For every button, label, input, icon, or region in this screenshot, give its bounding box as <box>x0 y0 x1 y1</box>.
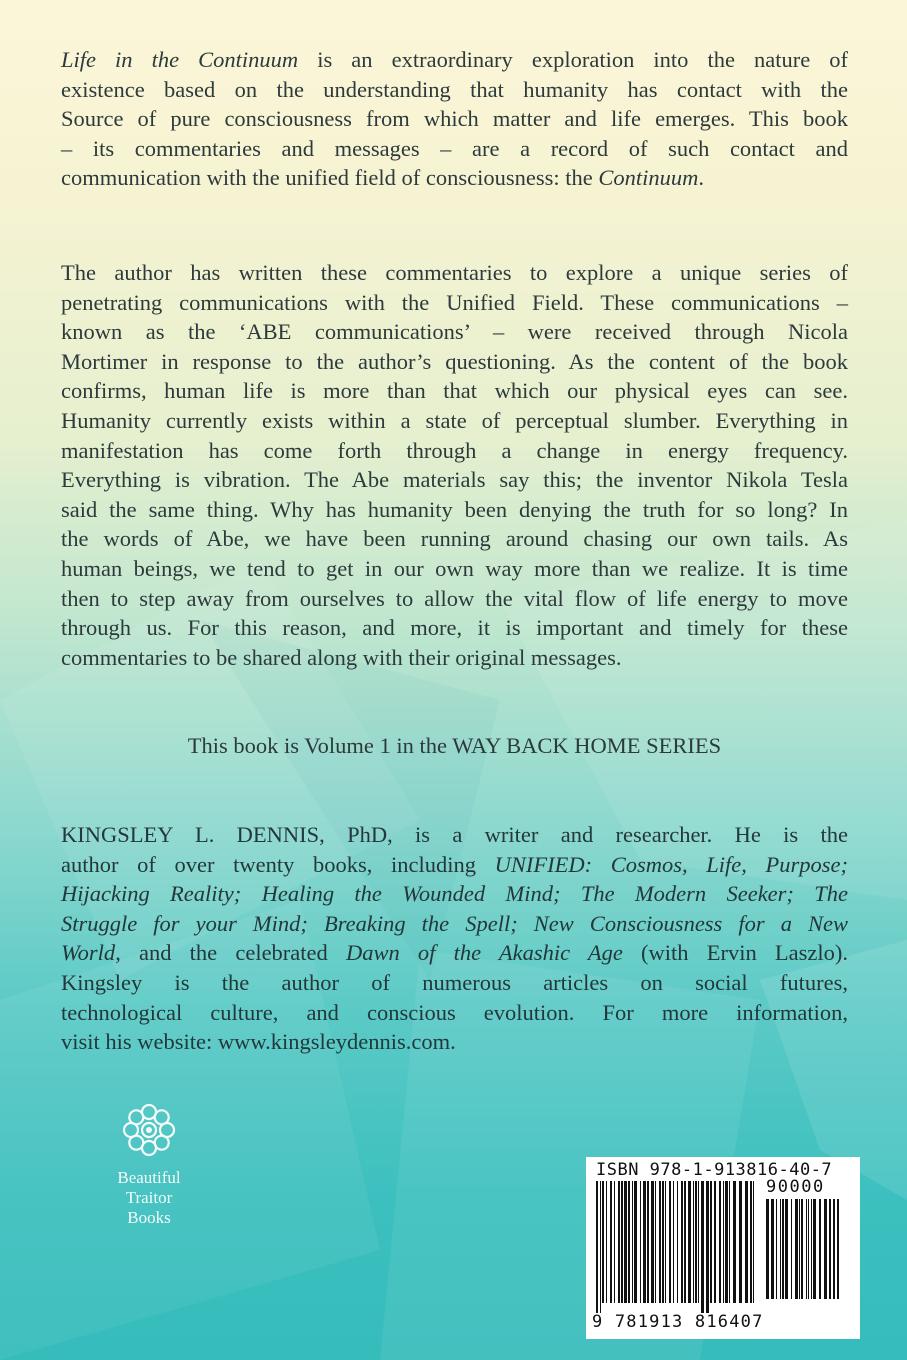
barcode-bar <box>695 1181 697 1303</box>
description-line: Humanity currently exists within a state of perceptual slumber. Everything in <box>61 407 848 433</box>
bio-line-7: technological culture, and conscious evolution. For more information, <box>61 999 848 1025</box>
barcode-bar <box>659 1181 661 1303</box>
barcode-bar <box>819 1199 821 1299</box>
description-line: penetrating communications with the Unified Field. These communications – <box>61 289 848 315</box>
barcode-bar <box>665 1181 666 1303</box>
description-line: manifestation has come forth through a change in energy frequency. <box>61 437 848 463</box>
barcode-bar <box>600 1181 601 1313</box>
description-line: confirms, human life is more than that which our physical eyes can see. <box>61 378 848 404</box>
barcode-bar <box>651 1181 654 1303</box>
bio-books-5: Dawn of the Akashic Age <box>345 940 623 966</box>
isbn-barcode <box>586 1157 860 1339</box>
series-note: This book is Volume 1 in the WAY BACK HOME SERIES <box>187 733 722 758</box>
barcode-bar <box>655 1181 656 1303</box>
barcode-bar <box>596 1181 598 1313</box>
description-line: Mortimer in response to the author’s questioning. As the content of the book <box>61 348 848 374</box>
barcode-bar <box>811 1199 812 1299</box>
bio-books-2: Hijacking Reality; Healing the Wounded Mind; The Modern Seeker; The <box>61 881 848 907</box>
barcode-bar <box>602 1181 604 1303</box>
intro-line-5: communication with the unified field of consciousness: the <box>61 165 599 191</box>
barcode-bar <box>808 1199 809 1299</box>
barcode-bar <box>766 1199 769 1299</box>
barcode-bar <box>719 1181 721 1303</box>
barcode-bar <box>669 1181 671 1303</box>
author-bio <box>61 820 848 1057</box>
intro-paragraph <box>61 45 848 193</box>
barcode-bar <box>693 1181 694 1303</box>
description-line: known as the ‘ABE communications’ – were received through Nicola <box>61 319 848 345</box>
barcode-bar <box>739 1181 742 1303</box>
barcode-bar <box>701 1181 704 1313</box>
barcode-bar <box>750 1181 752 1303</box>
description-line: commentaries to be shared along with their original messages. <box>61 644 622 670</box>
barcode-bar <box>681 1181 683 1303</box>
bio-line-5: , and the celebrated <box>115 940 346 966</box>
barcode-bar <box>753 1181 754 1303</box>
bio-line-2: author of over twenty books, including <box>61 851 495 877</box>
description-line: the words of Abe, we have been running around chasing our own tails. As <box>61 526 848 552</box>
barcode-bar <box>662 1181 664 1303</box>
barcode-bar <box>776 1199 777 1299</box>
addon-digits: 90000 <box>766 1177 825 1197</box>
ean-bars <box>596 1181 756 1313</box>
barcode-bar <box>647 1181 649 1303</box>
barcode-bar <box>624 1181 627 1303</box>
publisher-logo <box>100 1100 198 1228</box>
barcode-bar <box>673 1181 674 1303</box>
barcode-bar <box>684 1181 686 1303</box>
description-line: Everything is vibration. The Abe materials say this; the inventor Nikola Tesla <box>61 467 848 493</box>
barcode-bar <box>688 1181 691 1303</box>
barcode-bar <box>706 1181 709 1313</box>
barcode-bar <box>643 1181 646 1303</box>
barcode-bar <box>634 1181 637 1303</box>
barcode-bar <box>640 1181 641 1303</box>
barcode-bar <box>833 1199 835 1299</box>
description-line: human beings, we tend to get in our own way more than we realize. It is time <box>61 555 848 581</box>
bio-books-4: World <box>61 940 116 966</box>
ean-digits: 9 781913 816407 <box>592 1312 764 1332</box>
description-line: then to step away from ourselves to allow the vital flow of life energy to move <box>61 585 848 611</box>
bio-line-1: KINGSLEY L. DENNIS, PhD, is a writer and researcher. He is the <box>61 822 848 847</box>
barcode-bar <box>733 1181 736 1303</box>
barcode-bar <box>632 1181 633 1303</box>
bio-line-8: visit his website: www.kingsleydennis.com. <box>61 1029 456 1055</box>
barcode-bar <box>628 1181 630 1303</box>
description-line: through us. For this reason, and more, it is important and timely for these <box>61 615 848 641</box>
barcode-bar <box>677 1181 678 1303</box>
bio-books-1: UNIFIED: Cosmos, Life, Purpose; <box>494 851 849 877</box>
intro-line-1: is an extraordinary exploration into the nature of <box>298 47 849 72</box>
mandala-icon <box>119 1100 179 1160</box>
barcode-bar <box>785 1199 788 1299</box>
barcode-bar <box>813 1199 816 1299</box>
bio-line-6: Kingsley is the author of numerous articles on social futures, <box>61 969 848 995</box>
publisher-name-1: Beautiful <box>117 1168 181 1187</box>
description-line: said the same thing. Why has humanity been denying the truth for so long? In <box>61 496 848 522</box>
barcode-bar <box>745 1181 748 1303</box>
barcode-bar <box>771 1199 774 1299</box>
barcode-bar <box>837 1199 839 1299</box>
barcode-bar <box>729 1181 730 1303</box>
bio-books-3: Struggle for your Mind; Breaking the Spell; New Consciousness for a New <box>61 910 848 936</box>
description-paragraph <box>61 258 848 672</box>
barcode-bar <box>782 1199 784 1299</box>
isbn-label: ISBN 978-1-913816-40-7 <box>596 1160 833 1180</box>
barcode-bar <box>725 1181 728 1303</box>
intro-line-2: existence based on the understanding that humanity has contact with the <box>61 76 848 102</box>
publisher-name-3: Books <box>127 1208 171 1227</box>
intro-line-5-end: . <box>698 165 705 191</box>
publisher-name-2: Traitor <box>125 1188 173 1207</box>
barcode-bar <box>621 1181 623 1303</box>
barcode-bar <box>698 1181 699 1303</box>
barcode-bar <box>801 1199 803 1299</box>
barcode-bar <box>791 1199 792 1299</box>
barcode-bar <box>714 1181 716 1303</box>
barcode-bar <box>610 1181 612 1303</box>
barcode-bar <box>780 1199 781 1299</box>
title-italic: Life in the Continuum <box>61 47 299 72</box>
intro-line-4: – its commentaries and messages – are a record of such contact and <box>61 135 848 161</box>
barcode-bar <box>723 1181 724 1303</box>
barcode-bar <box>618 1181 620 1303</box>
continuum-italic: Continuum <box>598 165 699 191</box>
barcode-bar <box>799 1199 800 1299</box>
barcode-bar <box>614 1181 615 1303</box>
barcode-bar <box>795 1199 798 1299</box>
barcode-bar <box>606 1181 607 1303</box>
barcode-bar <box>824 1199 827 1299</box>
addon-bars <box>766 1199 842 1309</box>
bio-line-5-end: (with Ervin Laszlo). <box>622 940 848 966</box>
barcode-bar <box>829 1199 831 1299</box>
intro-line-3: Source of pure consciousness from which matter and life emerges. This book <box>61 106 848 132</box>
barcode-bar <box>710 1181 712 1303</box>
description-line: The author has written these commentaries to explore a unique series of <box>61 260 848 285</box>
barcode-bar <box>806 1199 807 1299</box>
